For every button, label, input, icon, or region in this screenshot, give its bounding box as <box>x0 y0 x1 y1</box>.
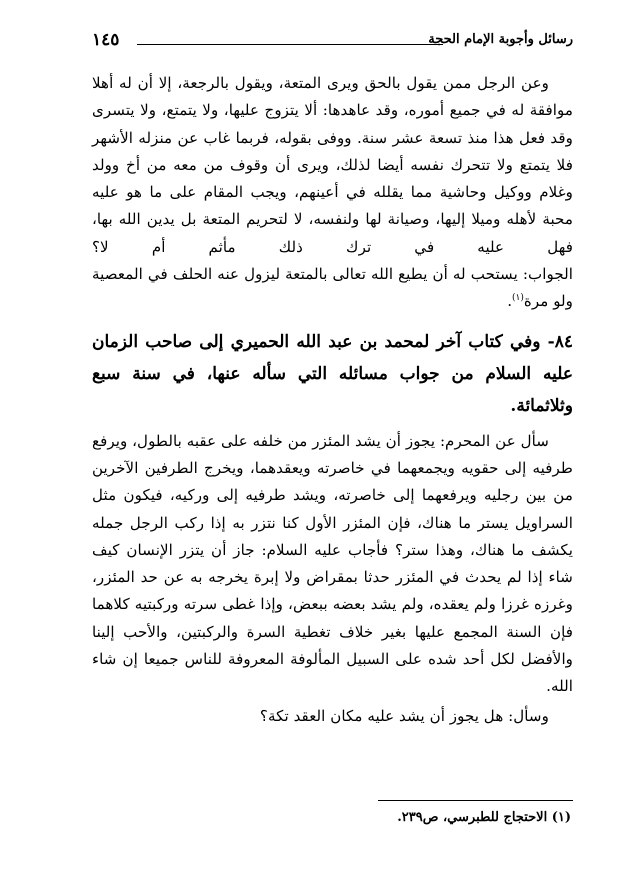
page-body <box>92 70 573 730</box>
page-number: ١٤٥ <box>92 30 120 50</box>
body-paragraph: سأل عن المحرم: يجوز أن يشد المئزر من خلفه على عقبه بالطول، ويرفع طرفيه إلى حقويه ويجمعهما في خاصرته ويعقدهما، ويخرج الطرفين الآخرين من بين رجليه ويرفعهما إلى خاصرته، ويشد طرفيه إلى وركيه، فيكون مثل السراويل يستر ما هناك، فإن المئزر الأول كنا نتزر به إذا ركب الرجل جمله يكشف ما هناك، وهذا ستر؟ فأجاب عليه السلام: جاز أن يتزر الإنسان كيف شاء إذا لم يحدث في المئزر حدثا بمقراض ولا إبرة يخرجه به عن حد المئزر، وغرزه غرزا ولم يعقده، ولم يشد بعضه ببعض، وإذا غطى سرته وركبتيه كلاهما فإن السنة المجمع عليها بغير خلاف تغطية السرة والركبتين، والأحب إلينا والأفضل لكل أحد شده على السبيل المألوفة المعروفة للناس جميعا إن شاء الله. <box>92 431 573 696</box>
answer-paragraph <box>92 261 573 316</box>
answer-end-mark: . <box>507 292 513 311</box>
footnote-reference: (١) <box>512 293 524 304</box>
running-title: رسائل وأجوبة الإمام الحجة <box>428 32 573 47</box>
footnote: (١) الاحتجاج للطبرسي، ص٢٣٩. <box>397 810 571 825</box>
answer-text: الجواب: يستحب له أن يطيع الله تعالى بالمتعة ليزول عنه الحلف في المعصية ولو مرة <box>92 265 573 311</box>
header-rule <box>137 44 443 45</box>
question-line: وسأل: هل يجوز أن يشد عليه مكان العقد تكة؟ <box>259 706 549 725</box>
question-paragraph: وعن الرجل ممن يقول بالحق ويرى المتعة، ويقول بالرجعة، إلا أن له أهلا موافقة له في جميع أموره، وقد عاهدها: ألا يتزوج عليها، ولا يتمتع، ولا يتسرى وقد فعل هذا منذ تسعة عشر سنة. ووفى بقوله، فربما غاب عن منزله الأشهر فلا يتمتع ولا تتحرك نفسه أيضا لذلك، ويرى أن وقوف من معه من أخ وولد وغلام ووكيل وحاشية مما يقلله في أعينهم، ويجب المقام على ما هو عليه محبة لأهله وميلا إليها، وصيانة لها ولنفسه، لا لتحريم المتعة بل يدين الله بها، فهل عليه في ترك ذلك مأثم أم لا؟ <box>92 74 573 256</box>
section-heading: ٨٤- وفي كتاب آخر لمحمد بن عبد الله الحميري إلى صاحب الزمان عليه السلام من جواب مسائله التي سأله عنها، في سنة سبع وثلاثمائة. <box>92 331 573 416</box>
footnote-rule <box>378 800 573 801</box>
page-header <box>92 30 573 56</box>
